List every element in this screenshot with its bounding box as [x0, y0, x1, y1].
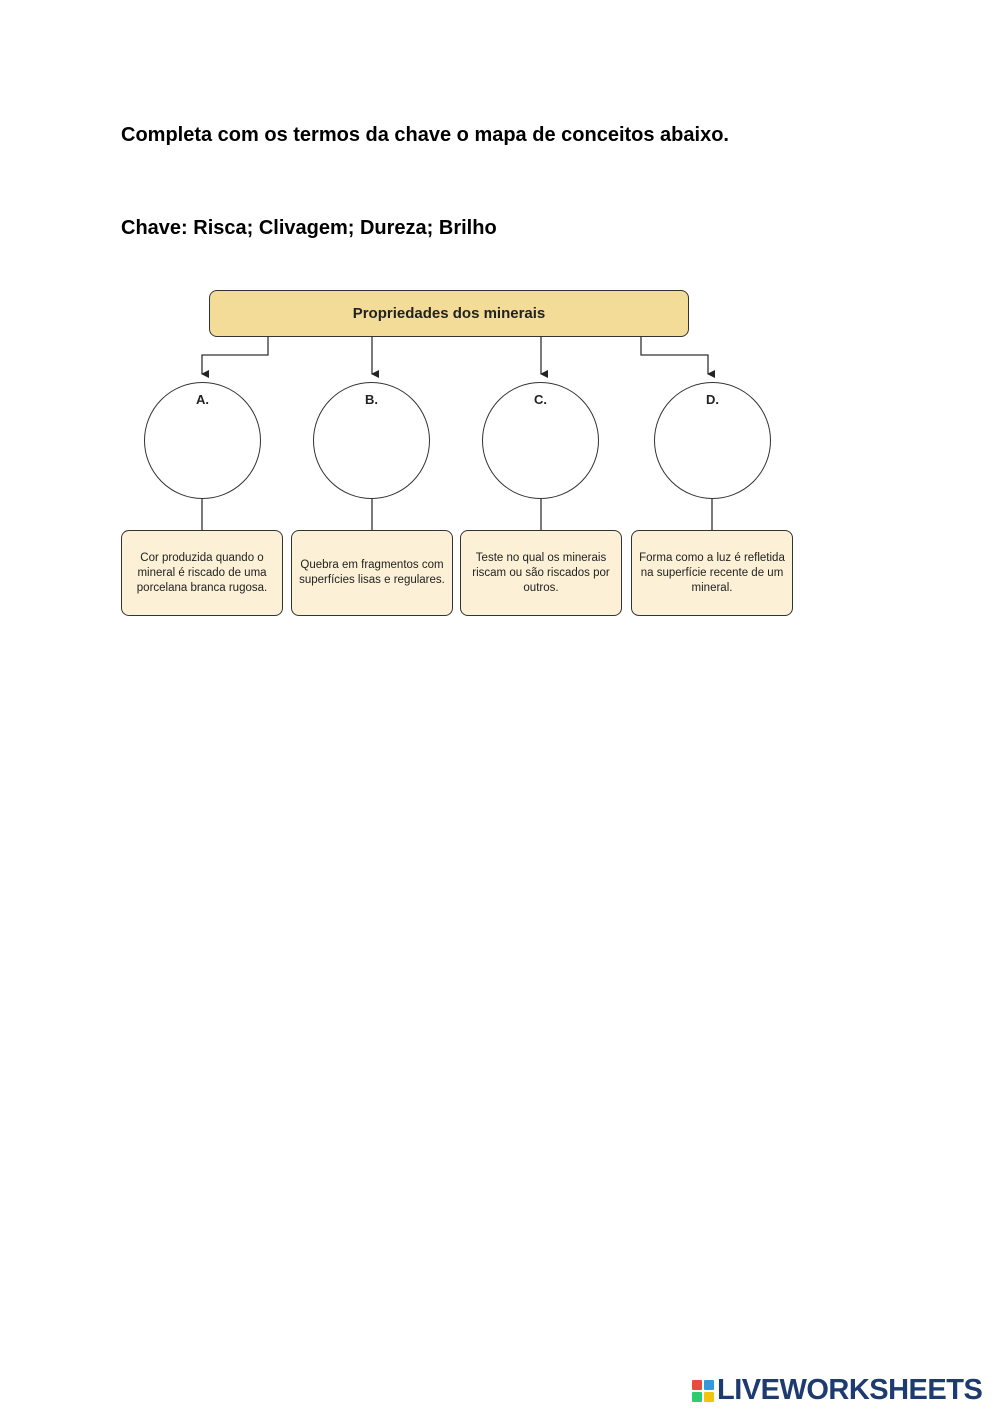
arrow-to-a: [202, 337, 268, 374]
concept-map-title: Propriedades dos minerais: [209, 290, 689, 337]
circle-label-c: C.: [534, 392, 547, 407]
key-terms-text: Chave: Risca; Clivagem; Dureza; Brilho: [121, 217, 497, 239]
liveworksheets-logo: [692, 1374, 982, 1407]
answer-circle-d[interactable]: [654, 382, 771, 499]
definition-box-c: Teste no qual os minerais riscam ou são riscados por outros.: [460, 530, 622, 616]
answer-circle-b[interactable]: [313, 382, 430, 499]
logo-text: LIVEWORKSHEETS: [717, 1374, 983, 1406]
instruction-text: Completa com os termos da chave o mapa de conceitos abaixo.: [121, 124, 729, 146]
arrow-to-d: [641, 337, 708, 374]
logo-mark-icon: [692, 1380, 714, 1402]
definition-box-d: Forma como a luz é refletida na superfície recente de um mineral.: [631, 530, 793, 616]
definition-box-b: Quebra em fragmentos com superfícies lisas e regulares.: [291, 530, 453, 616]
circle-label-b: B.: [365, 392, 378, 407]
circle-label-a: A.: [196, 392, 209, 407]
definition-box-a: Cor produzida quando o mineral é riscado de uma porcelana branca rugosa.: [121, 530, 283, 616]
answer-circle-a[interactable]: [144, 382, 261, 499]
answer-circle-c[interactable]: [482, 382, 599, 499]
circle-label-d: D.: [706, 392, 719, 407]
